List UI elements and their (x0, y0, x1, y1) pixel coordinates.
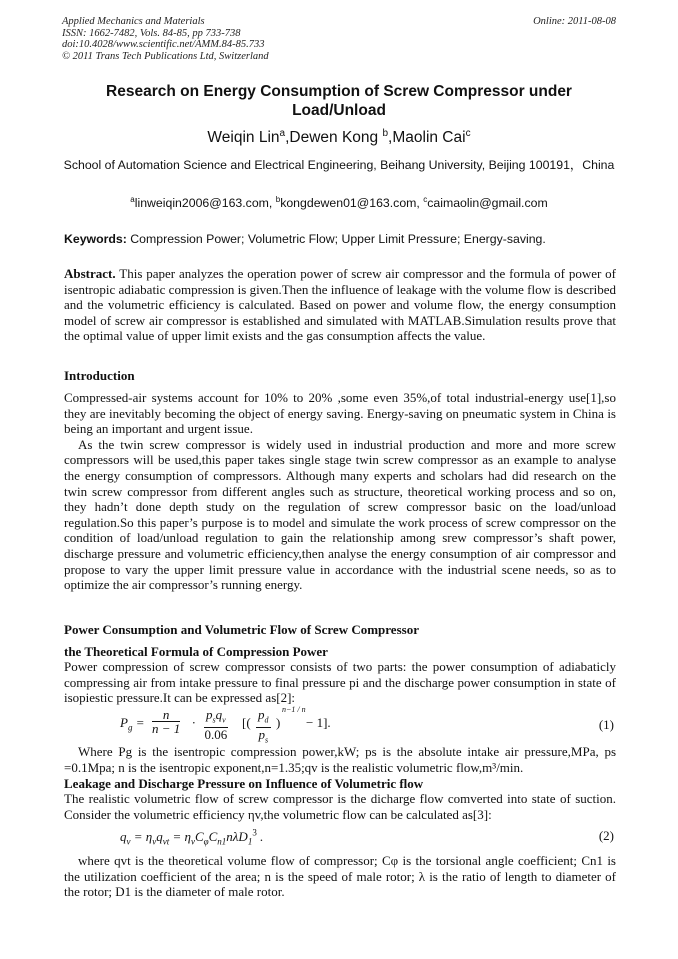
equation-1-number: (1) (598, 717, 614, 732)
intro-paragraph-1: Compressed-air systems account for 10% to 20% ,some even 35%,of total industrial-energy use[1],so they are inevitably becoming the object of energy saving. Energy-saving on pneumatic system in China is being an important and urgent issue. (64, 390, 616, 437)
paper-title: Research on Energy Consumption of Screw Compressor under Load/Unload (106, 83, 572, 119)
section-2-paragraph: Power compression of screw compressor consists of two parts: the power consumption of adiabaticly compressing air from intake pressure to final pressure pi and the discharge power consumption in state of isopiestic pressure.It can be expressed as[2]: (64, 659, 616, 706)
intro-heading: Introduction (64, 368, 135, 383)
leakage-heading: Leakage and Discharge Pressure on Influence of Volumetric flow (64, 776, 424, 791)
journal-name: Applied Mechanics and Materials (62, 16, 205, 27)
author-3: Maolin Cai (392, 129, 466, 147)
email-3-sup: c (423, 195, 428, 204)
email-list (0, 195, 678, 210)
equation-2-number: (2) (598, 828, 614, 843)
intro-paragraph-2: As the twin screw compressor is widely used in industrial production and more and more screw compressors will be used,this paper takes single stage twin screw compressor as an example to analyse the energy consumption of compressors. Although many experts and scholars had did research on the twin screw compressor from different angles such as structure, theoretical working process and so on, they hadn’t done depth study on the regulation of screw compressor basic on the load/unload regulation.So this paper’s purpose is to model and simulate the work process of screw compressor on the condition of load/unload regulation to gain the relationship among srew compressor’s shaft power, discharge pressure and volumetric efficiency,then analyse the energy consumption of air compressor and propose to vary the upper limit pressure value in accordance with the industrial scene needs, so as to optimize the air compressor’s running energy. (64, 436, 616, 593)
affiliation: School of Automation Science and Electrical Engineering, Beihang University, Beijing 100191，China (63, 158, 615, 172)
leakage-paragraph: The realistic volumetric flow of screw compressor is the dicharge flow comverted into state of suction. Consider the volumetric efficiency ηv,the volumetric flow can be calculated as[3]: (64, 791, 616, 822)
author-3-sup: c (465, 128, 471, 139)
where-paragraph-2: where qvt is the theoretical volume flow of compressor; Cφ is the torsional angle coefficient; Cn1 is the utilization coefficient of the area; n is the speed of male rotor; λ is the ratio of length to diameter of the rotor; D1 is the diameter of male rotor. (64, 853, 616, 900)
author-2-sup: b (382, 128, 389, 139)
issn-line: ISSN: 1662-7482, Vols. 84-85, pp 733-738 (62, 27, 241, 39)
author-1: Weiqin Lin (207, 129, 280, 147)
keywords-text: Compression Power; Volumetric Flow; Upper Limit Pressure; Energy-saving. (130, 232, 546, 246)
keywords-label: Keywords: (64, 232, 127, 246)
journal-header (62, 16, 616, 62)
author-2: Dewen Kong (289, 129, 379, 147)
email-3: caimaolin@gmail.com (427, 196, 548, 211)
email-2: kongdewen01@163.com, (280, 196, 424, 211)
abstract-label: Abstract. (64, 266, 116, 281)
author-1-sup: a (279, 128, 286, 139)
doi-line: doi:10.4028/www.scientific.net/AMM.84-85.733 (62, 39, 265, 50)
equation-1: $P_g$ = $\frac{n}{n - 1}$ · $p_sq_v$ 0.06 [( $\frac{p_d}{p_s}$ ) n−1 / n − 1]. (1) (120, 705, 614, 745)
intro-body (64, 390, 616, 593)
email-2-sup: b (275, 195, 281, 204)
online-date: Online: 2011-08-08 (533, 16, 616, 27)
section-2-heading: Power Consumption and Volumetric Flow of Screw Compressor (64, 622, 419, 637)
email-1: linweiqin2006@163.com, (134, 196, 276, 211)
email-1-sup: a (130, 195, 135, 204)
keywords (64, 232, 616, 246)
equation-2: $q_v = \eta_vq_{vt} = \eta_vC_\varphi C_{n1}n\lambda D_1^3$ . (2) (120, 828, 614, 847)
abstract (64, 266, 616, 344)
where-paragraph-1: Where Pg is the isentropic compression power,kW; ps is the absolute intake air pressure,MPa, ps =0.1Mpa; n is the isentropic exponent,n=1.35;qv is the realistic volumetric flow,m³/min. (64, 744, 616, 775)
section-2-subheading: the Theoretical Formula of Compression Power (64, 644, 328, 659)
copyright-line: © 2011 Trans Tech Publications Ltd, Switzerland (62, 50, 269, 62)
abstract-text: This paper analyzes the operation power of screw air compressor and the formula of power of isentropic adiabatic compression is given.Then the influence of leakage with the volume flow is described and the volumetric efficiency is calculated. Based on power and volume flow, the energy consumption model of screw air compressor is established and simulated with MATLAB.Simulation results prove that the optimal value of upper limit exists and the gas consumption affects the value. (64, 266, 616, 344)
author-list: Weiqin Lin$^a$,Dewen Kong $^b$,Maolin Cai$^c$ (207, 128, 471, 147)
